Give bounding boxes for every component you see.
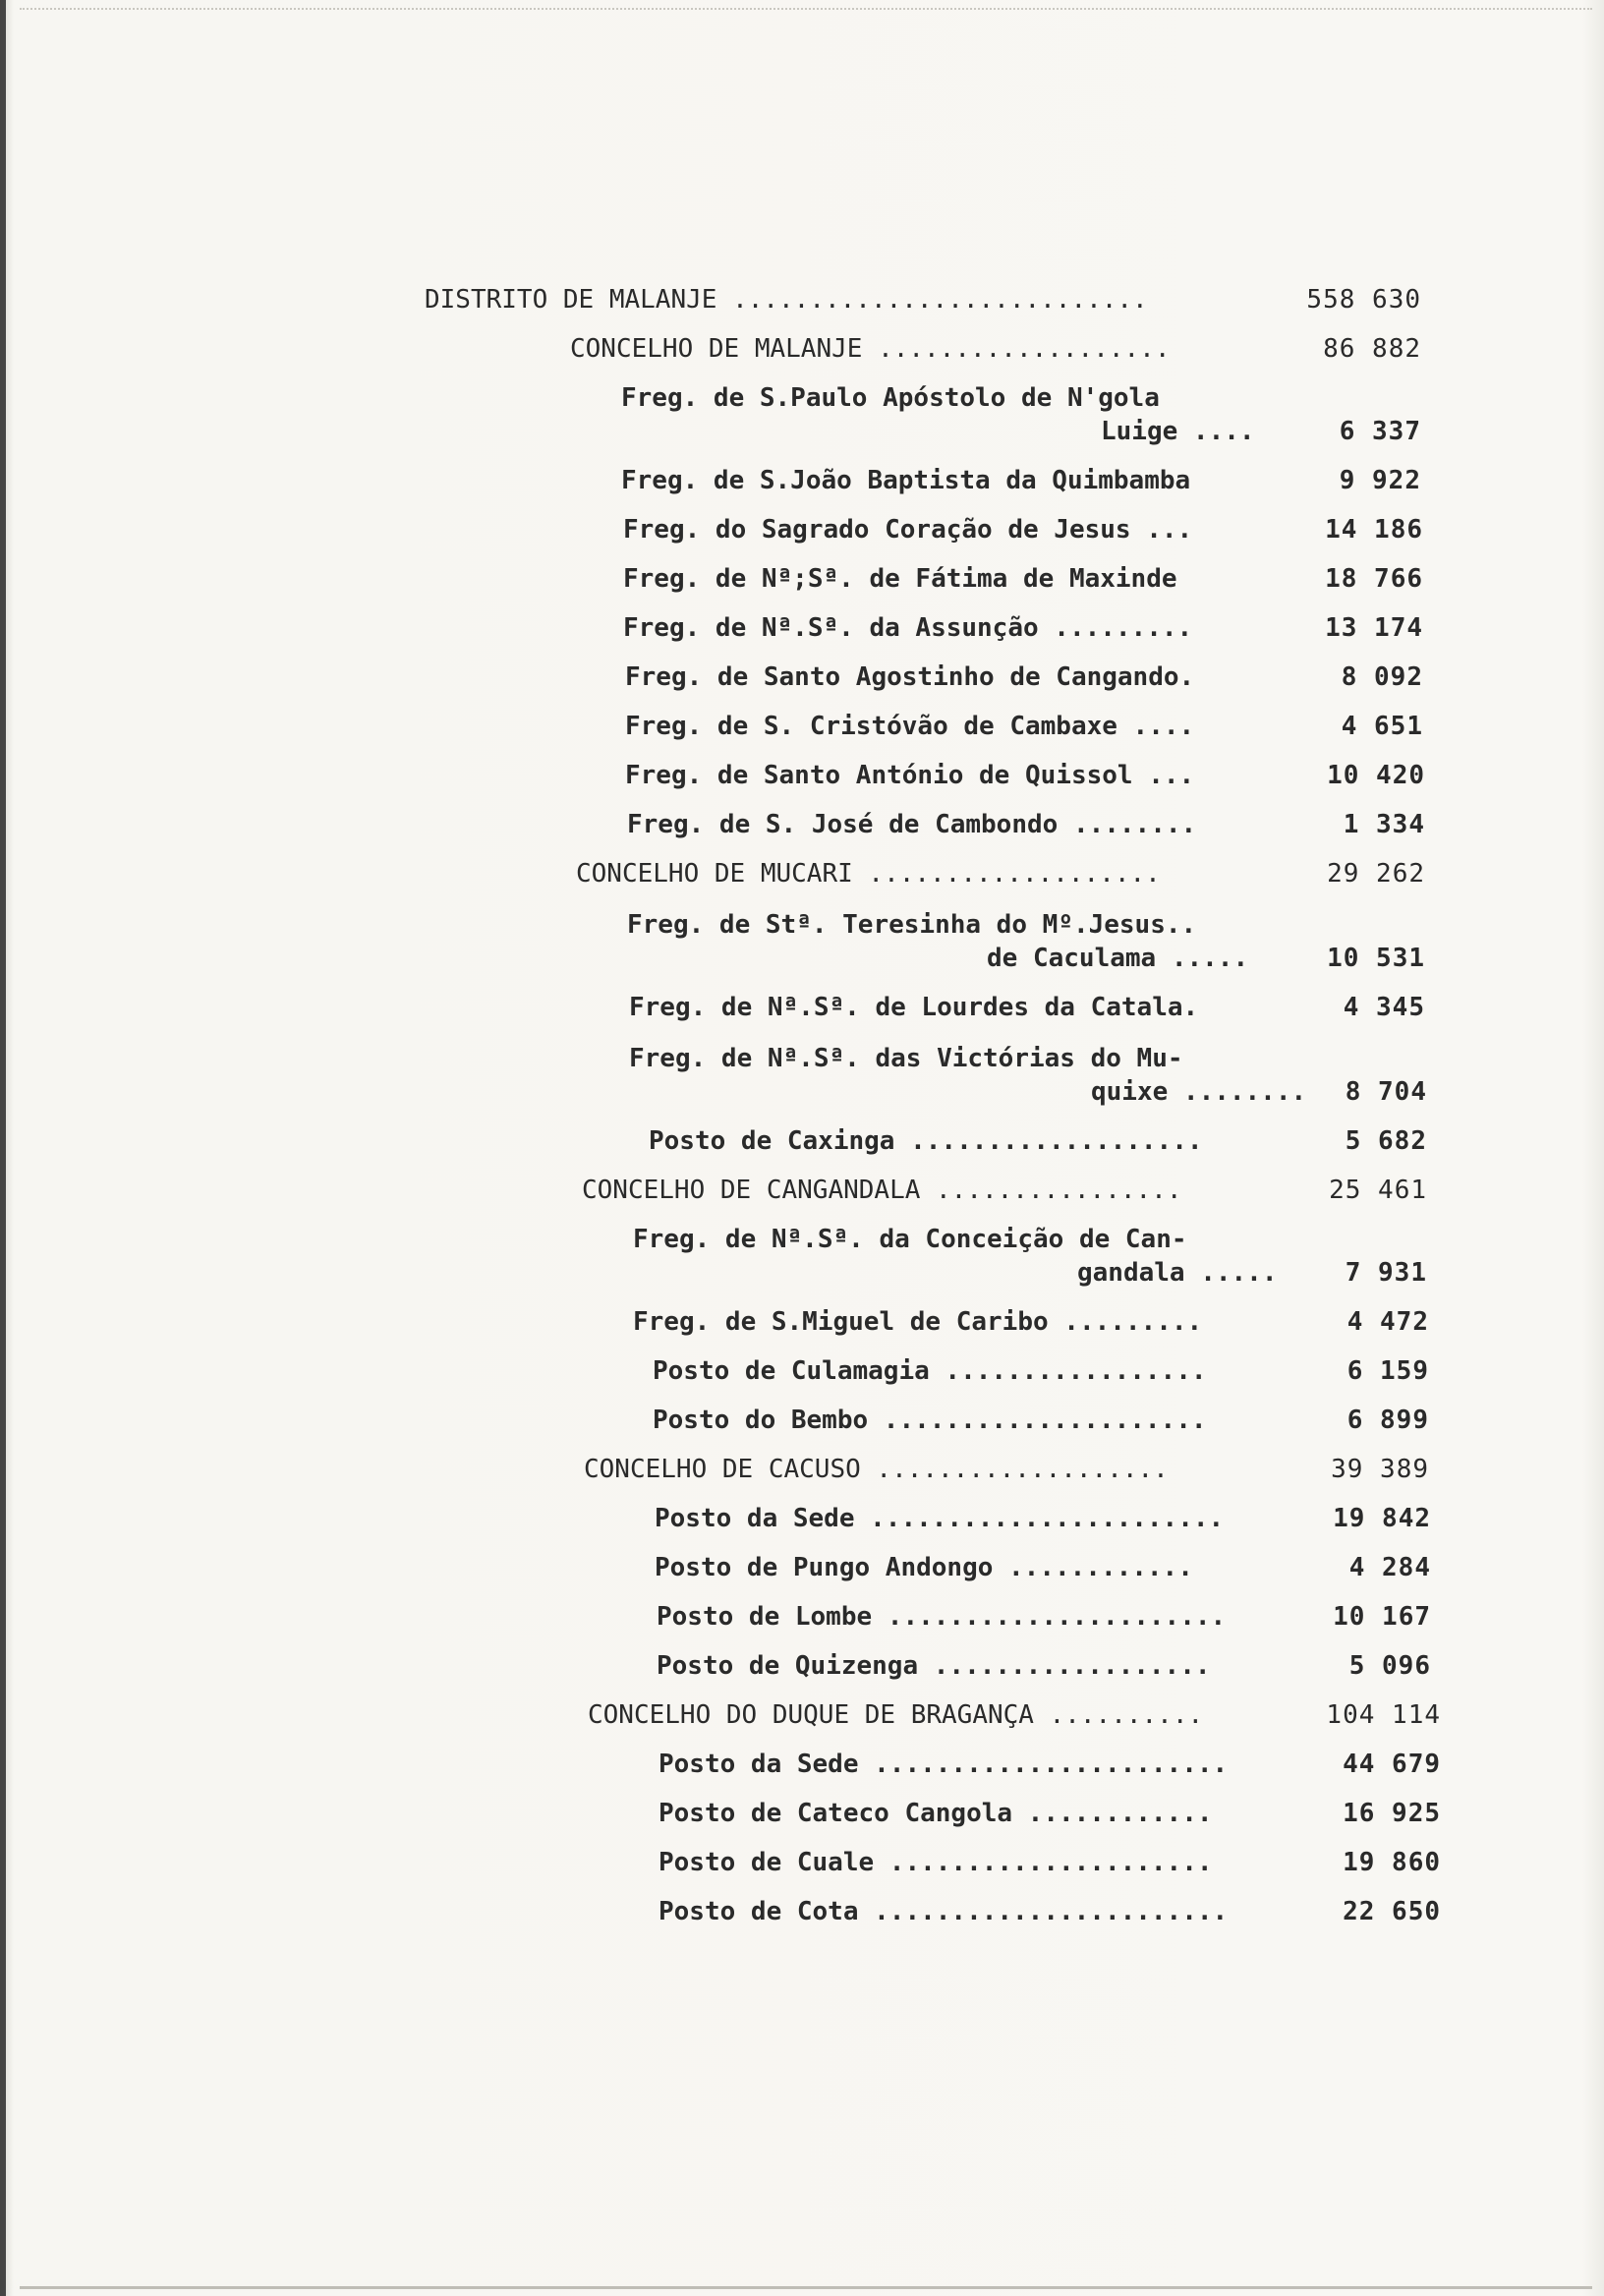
entry-value: 4 284 [1348,1553,1431,1582]
entry-value: 104 114 [1326,1700,1441,1730]
entry-label: Freg. de Santo António de Quissol ... [625,761,1195,790]
entry-label: Posto de Pungo Andongo ............ [655,1553,1193,1582]
entry-value: 4 345 [1343,993,1425,1022]
entry-value: 558 630 [1306,285,1421,315]
entry-label: Freg. de Santo Agostinho de Cangando. [625,662,1195,692]
entry-value: 8 092 [1341,662,1423,692]
entry-value: 13 174 [1325,613,1423,643]
entry-value: 39 389 [1331,1455,1429,1484]
entry-value: 44 679 [1343,1750,1441,1779]
entry-value: 7 931 [1345,1258,1427,1288]
entry-value: 9 922 [1339,466,1421,495]
entry-value: 8 704 [1345,1077,1427,1107]
entry-label: Freg. de S.Paulo Apóstolo de N'gola [621,383,1160,413]
entry-value: 86 882 [1323,334,1421,364]
entry-value: 19 842 [1333,1504,1431,1533]
entry-value: 5 682 [1345,1126,1427,1156]
entry-value: 14 186 [1325,515,1423,545]
entry-label: Posto do Bembo ..................... [653,1406,1207,1435]
entry-label: CONCELHO DE CANGANDALA ................ [582,1176,1182,1205]
entry-label: Freg. do Sagrado Coração de Jesus ... [623,515,1193,545]
entry-value: 18 766 [1325,564,1423,594]
entry-label: Luige .... [1101,417,1255,446]
entry-value: 6 899 [1346,1406,1429,1435]
entry-value: 10 420 [1327,761,1425,790]
entry-label: Posto de Cota ....................... [659,1897,1229,1926]
entry-value: 5 096 [1348,1651,1431,1681]
entry-label: Posto de Cuale ..................... [659,1848,1213,1877]
entry-value: 25 461 [1329,1176,1427,1205]
entry-value: 6 337 [1339,417,1421,446]
entry-value: 29 262 [1327,859,1425,889]
entry-label: quixe ........ [1091,1077,1307,1107]
entry-label: Freg. de Nª.Sª. de Lourdes da Catala. [629,993,1199,1022]
entry-value: 16 925 [1343,1799,1441,1828]
entry-label: Freg. de S. José de Cambondo ........ [627,810,1197,839]
entry-label: Posto de Caxinga ................... [649,1126,1203,1156]
entry-label: Posto de Culamagia ................. [653,1356,1207,1386]
entry-label: CONCELHO DE MUCARI ................... [576,859,1161,889]
entry-value: 10 167 [1333,1602,1431,1632]
entry-value: 4 651 [1341,712,1423,741]
entry-label: CONCELHO DO DUQUE DE BRAGANÇA .......... [588,1700,1204,1730]
entry-label: Freg. de Nª.Sª. da Conceição de Can- [633,1225,1187,1254]
entry-label: Posto da Sede ....................... [659,1750,1229,1779]
entry-label: CONCELHO DE MALANJE ................... [570,334,1171,364]
entry-label: Freg. de S. Cristóvão de Cambaxe .... [625,712,1195,741]
entry-label: Posto de Lombe ...................... [657,1602,1227,1632]
entry-label: DISTRITO DE MALANJE ........................... [425,285,1148,315]
entry-value: 1 334 [1343,810,1425,839]
entry-posto-cota [0,1897,1604,2015]
entry-value: 19 860 [1343,1848,1441,1877]
entry-value: 4 472 [1346,1307,1429,1337]
entry-label: Freg. de Nª.Sª. das Victórias do Mu- [629,1044,1183,1073]
entry-label: Posto de Cateco Cangola ............ [659,1799,1213,1828]
entry-value: 10 531 [1327,944,1425,973]
entry-label: Freg. de S.João Baptista da Quimbamba [621,466,1191,495]
entry-label: Freg. de Nª.Sª. da Assunção ......... [623,613,1193,643]
entry-value: 6 159 [1346,1356,1429,1386]
entry-label: Posto da Sede ....................... [655,1504,1225,1533]
entry-value: 22 650 [1343,1897,1441,1926]
entry-label: Freg. de Stª. Teresinha do Mº.Jesus.. [627,910,1197,940]
entry-label: CONCELHO DE CACUSO ................... [584,1455,1169,1484]
entry-label: Freg. de S.Miguel de Caribo ......... [633,1307,1203,1337]
entry-label: gandala ..... [1077,1258,1278,1288]
entry-label: Freg. de Nª;Sª. de Fátima de Maxinde [623,564,1177,594]
entry-label: Posto de Quizenga .................. [657,1651,1211,1681]
entry-label: de Caculama ..... [987,944,1249,973]
